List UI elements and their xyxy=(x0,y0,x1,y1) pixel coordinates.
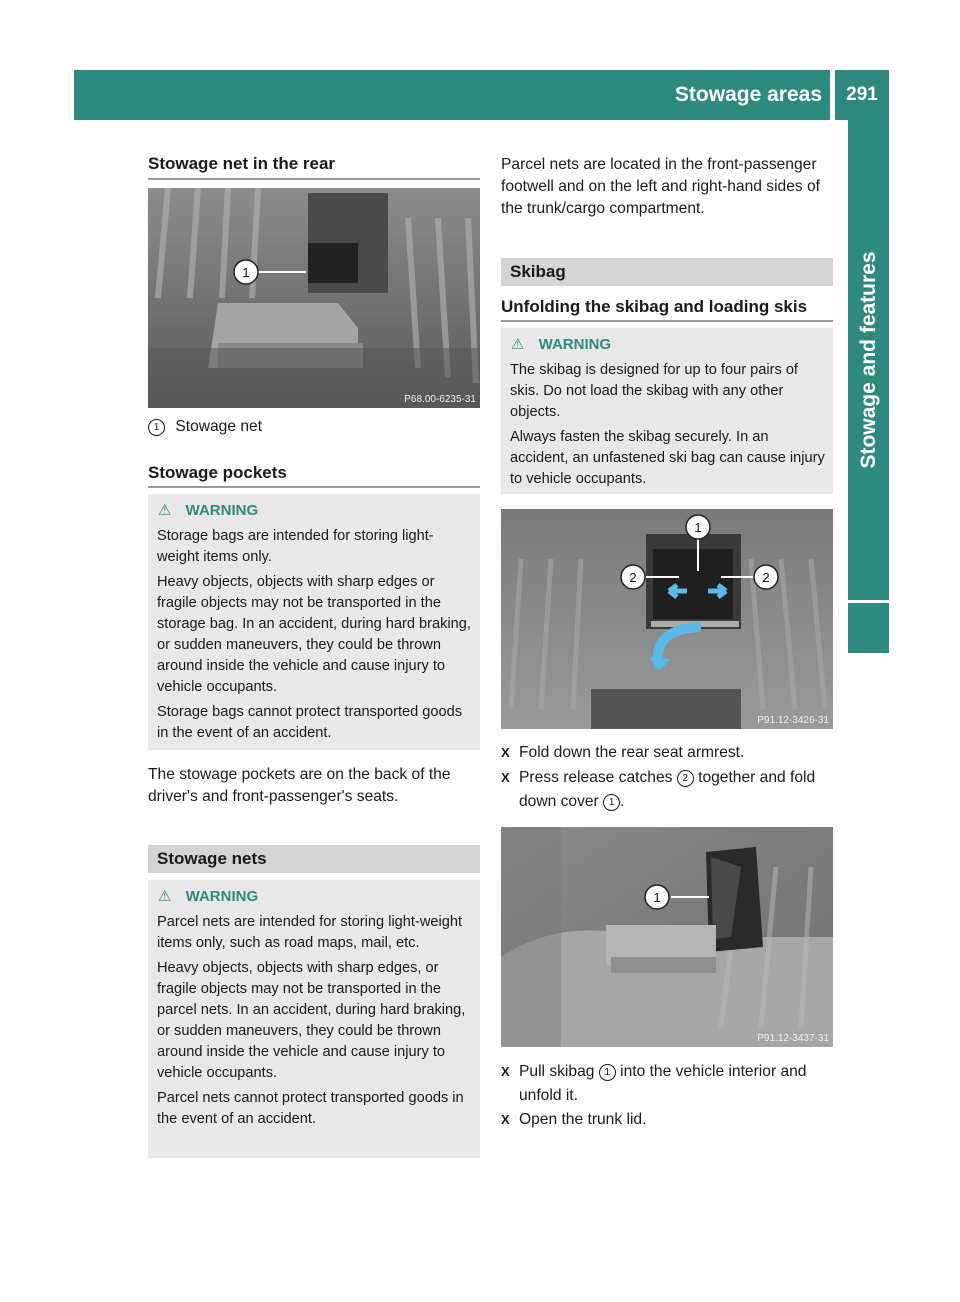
callout-1: 1 xyxy=(599,1064,616,1081)
callout-2: 2 xyxy=(677,770,694,787)
subtitle-unfolding: Unfolding the skibag and loading skis xyxy=(501,297,808,316)
section-title-stowage-pockets: Stowage pockets xyxy=(148,463,287,482)
warning-heading: ⚠ WARNING xyxy=(511,336,612,353)
page-number: 291 xyxy=(835,70,889,120)
page-title: Stowage areas xyxy=(674,83,822,106)
warning-text: Storage bags are intended for storing light-weight items only. Heavy objects, objects with sharp edges or fragile objects may not be transported in the storage bag. In an accident, during hard braking, or sudden maneuvers, they could be thrown around inside the vehicle and cause injury to vehicle occupants. Storage bags cannot protect transported goods in the event of an accident. xyxy=(157,528,471,741)
section-rule xyxy=(148,178,480,180)
step-pull-skibag: X Pull skibag 1 into the vehicle interior and unfold it. xyxy=(501,1060,835,1108)
photo-stowage-net xyxy=(148,188,480,408)
photo-credit: P91.12-3437-31 xyxy=(757,1033,829,1044)
step-open-trunk: X Open the trunk lid. xyxy=(501,1108,835,1132)
photo-skibag-pulled xyxy=(501,827,833,1047)
photo1-callout: 1 xyxy=(242,265,250,280)
caption-stowage-net xyxy=(148,416,262,438)
side-tab-square xyxy=(848,603,889,653)
photo-credit: P68.00-6235-31 xyxy=(404,394,476,405)
warning-text: The skibag is designed for up to four pairs of skis. Do not load the skibag with any other objects. Always fasten the skibag securely. In an accident, an unfastened ski bag can cause injury to vehicle occupants. xyxy=(510,362,825,487)
warning-box-nets xyxy=(148,880,480,1158)
side-tab-label-wrap xyxy=(848,120,889,600)
step-fold-armrest: X Fold down the rear seat armrest. xyxy=(501,741,835,765)
step-marker-icon: X xyxy=(501,745,510,760)
photo2-callout-2b: 2 xyxy=(762,570,770,585)
step-marker-icon: X xyxy=(501,1064,510,1079)
photo3-callout: 1 xyxy=(653,890,661,905)
side-tab-label: Stowage and features xyxy=(856,251,880,469)
section-heading-stowage-nets: Stowage nets xyxy=(148,845,480,873)
warning-box-skibag xyxy=(501,328,833,494)
callout-1: 1 xyxy=(603,794,620,811)
photo-credit: P91.12-3426-31 xyxy=(757,715,829,726)
warning-box-pockets xyxy=(148,494,480,750)
warning-icon: ⚠ xyxy=(511,336,525,353)
pockets-text: The stowage pockets are on the back of the driver's and front-passenger's seats. xyxy=(148,766,451,805)
warning-heading: ⚠ WARNING xyxy=(158,502,259,519)
section-title-stowage-net: Stowage net in the rear xyxy=(148,154,336,173)
step-marker-icon: X xyxy=(501,770,510,785)
section-heading-skibag: Skibag xyxy=(501,258,833,286)
warning-heading: ⚠ WARNING xyxy=(158,888,259,905)
header-separator xyxy=(831,70,833,120)
photo-skibag-cover xyxy=(501,509,833,729)
warning-icon: ⚠ xyxy=(158,502,172,519)
photo2-callout-1: 1 xyxy=(694,520,702,535)
step-marker-icon: X xyxy=(501,1112,510,1127)
parcel-nets-text: Parcel nets are located in the front-passenger footwell and on the left and right-hand sides of the trunk/cargo compartment. xyxy=(501,156,821,217)
warning-text: Parcel nets are intended for storing light-weight items only, such as road maps, mail, etc. Heavy objects, objects with sharp edges, or fragile objects may not be transported in the parcel nets. In an accident, during hard braking, or sudden maneuvers, they could be thrown around inside the vehicle and cause injury to vehicle occupants. Parcel nets cannot protect transported goods in the event of an accident. xyxy=(157,914,466,1127)
section-rule xyxy=(501,320,833,322)
warning-icon: ⚠ xyxy=(158,888,172,905)
section-rule xyxy=(148,486,480,488)
callout-1: 1 xyxy=(148,419,165,436)
step-press-catches: X Press release catches 2 together and fold down cover 1 . xyxy=(501,766,835,814)
photo2-callout-2a: 2 xyxy=(629,570,637,585)
caption-text: Stowage net xyxy=(175,418,263,435)
